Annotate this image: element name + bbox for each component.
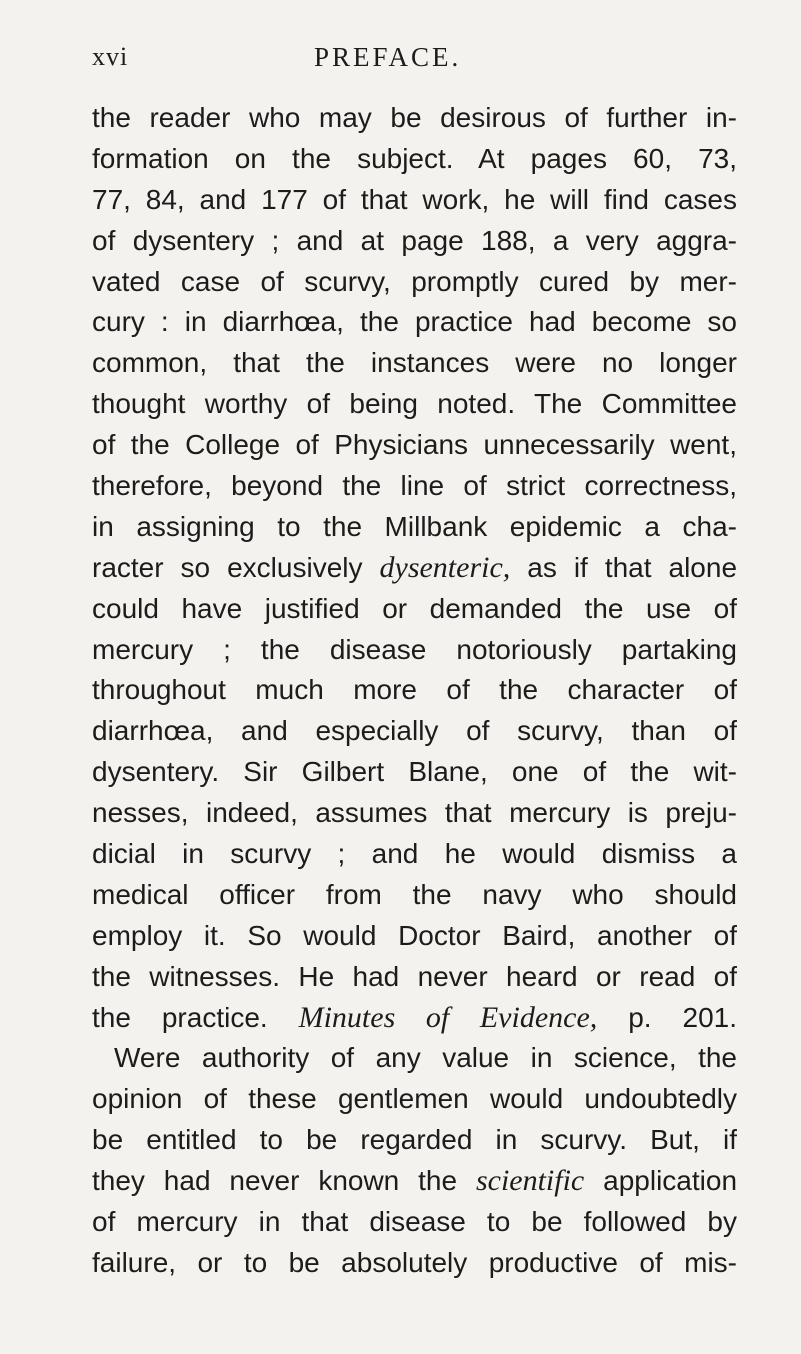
text-run: they had never known the <box>92 1165 458 1197</box>
text-line: nesses, indeed, assumes that mercury is preju- <box>92 797 737 829</box>
page-header <box>92 42 732 82</box>
text-line: thought worthy of being noted. The Committee <box>92 388 737 420</box>
text-line <box>92 1161 737 1202</box>
text-line: Were authority of any value in science, the <box>114 1042 737 1074</box>
text-line <box>92 998 737 1039</box>
text-line: be entitled to be regarded in scurvy. But, if <box>92 1124 737 1156</box>
text-line: in assigning to the Millbank epidemic a cha- <box>92 510 737 542</box>
text-line: dysentery. Sir Gilbert Blane, one of the wit- <box>92 756 737 788</box>
text-line: failure, or to be absolutely productive of mis- <box>92 1246 737 1278</box>
page-number: xvi <box>92 42 129 71</box>
text-line: employ it. So would Doctor Baird, another of <box>92 919 737 951</box>
text-run: the practice. <box>92 1001 268 1033</box>
text-line: formation on the subject. At pages 60, 73, <box>92 142 737 174</box>
text-run: as if that alone <box>527 551 737 583</box>
text-line: of the College of Physicians unnecessarily went, <box>92 429 737 461</box>
text-line: throughout much more of the character of <box>92 674 737 706</box>
text-line: mercury ; the disease notoriously partaking <box>92 633 737 665</box>
text-line: dicial in scurvy ; and he would dismiss a <box>92 838 737 870</box>
text-line: of dysentery ; and at page 188, a very aggra- <box>92 224 737 256</box>
text-line: could have justified or demanded the use of <box>92 592 737 624</box>
text-line <box>92 548 737 589</box>
italic-term: dysenteric, <box>379 550 511 584</box>
text-line: vated case of scurvy, promptly cured by mer- <box>92 265 737 297</box>
text-line: the witnesses. He had never heard or read of <box>92 960 737 992</box>
text-line: common, that the instances were no longer <box>92 347 737 379</box>
text-run: racter so exclusively <box>92 551 363 583</box>
text-run: application <box>603 1165 737 1197</box>
text-line: cury : in diarrhœa, the practice had become so <box>92 306 737 338</box>
text-line: diarrhœa, and especially of scurvy, than of <box>92 715 737 747</box>
italic-term: scientific <box>475 1164 585 1198</box>
italic-citation: Minutes of Evidence, <box>298 1000 598 1034</box>
text-line: of mercury in that disease to be followed by <box>92 1206 737 1238</box>
text-line: therefore, beyond the line of strict correctness, <box>92 470 737 502</box>
text-line: the reader who may be desirous of further in- <box>92 102 737 133</box>
body-text <box>92 98 737 1284</box>
text-line: opinion of these gentlemen would undoubtedly <box>92 1083 737 1115</box>
running-head: PREFACE. <box>314 42 462 72</box>
text-run: p. 201. <box>628 1001 737 1033</box>
text-line: medical officer from the navy who should <box>92 878 737 910</box>
text-line: 77, 84, and 177 of that work, he will find cases <box>92 183 737 215</box>
